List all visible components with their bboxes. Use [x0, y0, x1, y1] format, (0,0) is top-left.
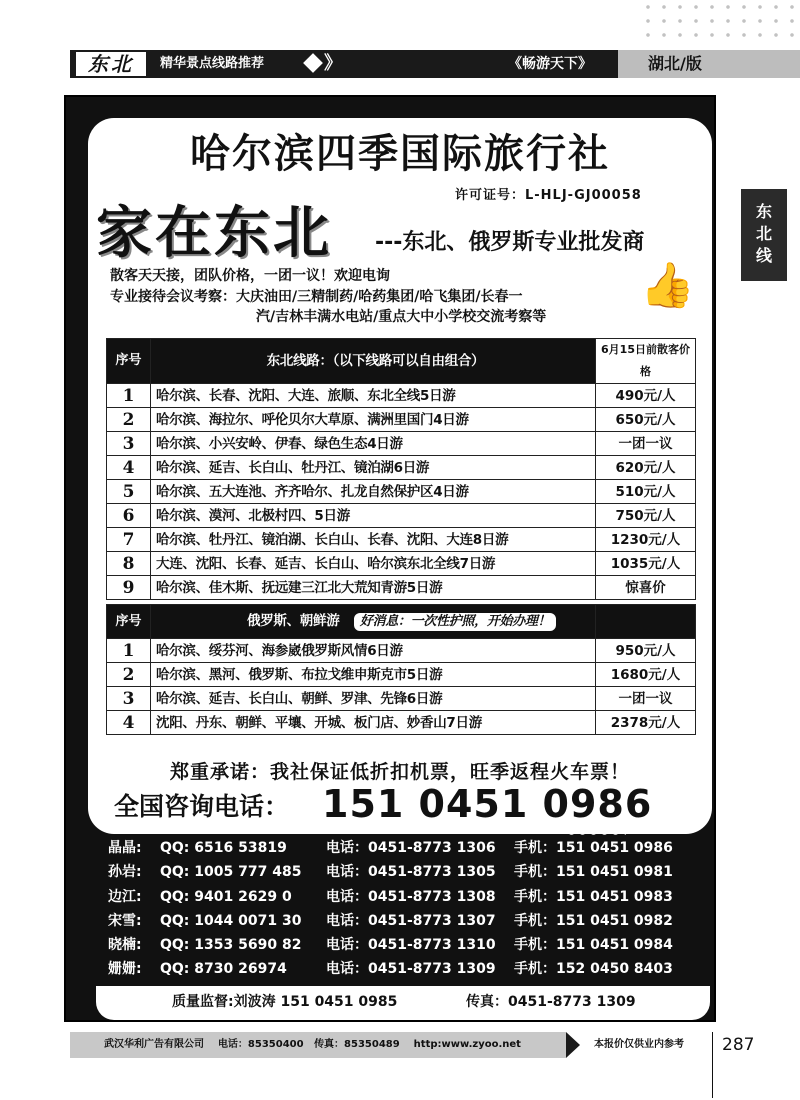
route-price: 510元/人: [596, 480, 696, 504]
route-price: 750元/人: [596, 504, 696, 528]
russia-korea-routes-table: [106, 604, 696, 735]
header-subtitle: 精华景点线路推荐: [160, 56, 265, 71]
route-number: 5: [107, 480, 151, 504]
quality-supervision: 质量监督:刘波涛 151 0451 0985: [172, 994, 398, 1010]
contact-row: [108, 957, 708, 981]
contact-name: 边江:: [108, 888, 142, 905]
chevron-right-icon: 》: [324, 53, 342, 74]
route-price: 2378元/人: [596, 711, 696, 735]
contact-row: [108, 933, 708, 957]
contact-qq: QQ: 1005 777 485: [160, 864, 302, 881]
table-row: [107, 408, 696, 432]
col-route: 东北线路：（以下线路可以自由组合）: [151, 339, 596, 384]
magazine-name: 《畅游天下》: [508, 56, 592, 72]
route-number: 8: [107, 552, 151, 576]
col-route: [151, 605, 596, 639]
intro-line-2: 专业接待会议考察：大庆油田/三精制药/哈药集团/哈飞集团/长春一: [110, 289, 523, 305]
route-description: 哈尔滨、延吉、长白山、牡丹江、镜泊湖6日游: [151, 456, 596, 480]
route-number: 2: [107, 408, 151, 432]
route-number: 1: [107, 384, 151, 408]
route-price: 950元/人: [596, 639, 696, 663]
route-description: 哈尔滨、黑河、俄罗斯、布拉戈维申斯克市5日游: [151, 663, 596, 687]
route-number: 4: [107, 456, 151, 480]
contact-mobile: 手机：151 0451 0986: [514, 840, 673, 856]
hotline-number: 151 0451 0986: [322, 782, 653, 826]
table-header: [107, 339, 696, 384]
route-price: 1680元/人: [596, 663, 696, 687]
route-price: 490元/人: [596, 384, 696, 408]
side-tab-label: 东北线: [755, 202, 772, 265]
contact-row: [108, 836, 708, 860]
route-number: 2: [107, 663, 151, 687]
table-body: [107, 384, 696, 600]
route-description: 哈尔滨、长春、沈阳、大连、旅顺、东北全线5日游: [151, 384, 596, 408]
col-route-label: 俄罗斯、朝鲜游: [247, 613, 340, 629]
route-description: 沈阳、丹东、朝鲜、平壤、开城、板门店、妙香山7日游: [151, 711, 596, 735]
col-price: [596, 605, 696, 639]
fax-number: 传真：0451-8773 1309: [466, 994, 636, 1010]
contact-row: [108, 885, 708, 909]
contact-tel: 电话：0451-8773 1306: [326, 840, 496, 856]
route-description: 哈尔滨、小兴安岭、伊春、绿色生态4日游: [151, 432, 596, 456]
route-number: 4: [107, 711, 151, 735]
route-price: 620元/人: [596, 456, 696, 480]
table-row: [107, 552, 696, 576]
route-description: 哈尔滨、牡丹江、镜泊湖、长白山、长春、沈阳、大连8日游: [151, 528, 596, 552]
side-tab: [741, 189, 787, 281]
route-number: 3: [107, 687, 151, 711]
table-row: [107, 687, 696, 711]
route-description: 哈尔滨、海拉尔、呼伦贝尔大草原、满洲里国门4日游: [151, 408, 596, 432]
contact-tel: 电话：0451-8773 1309: [326, 961, 496, 978]
promise-text: 郑重承诺：我社保证低折扣机票，旺季返程火车票！: [169, 761, 630, 783]
route-number: 6: [107, 504, 151, 528]
route-description: 哈尔滨、绥芬河、海参崴俄罗斯风情6日游: [151, 639, 596, 663]
route-number: 7: [107, 528, 151, 552]
route-number: 1: [107, 639, 151, 663]
footer-fax: 传真：85350489: [314, 1039, 400, 1050]
route-description: 哈尔滨、漠河、北极村四、5日游: [151, 504, 596, 528]
slogan: 家在东北: [96, 200, 332, 266]
contact-name: 晓楠:: [108, 937, 142, 954]
contact-row: [108, 860, 708, 884]
table-body: [107, 639, 696, 735]
contact-qq: QQ: 1353 5690 82: [160, 937, 302, 954]
contact-mobile: 手机：151 0451 0984: [514, 937, 673, 954]
table-row: [107, 576, 696, 600]
table-row: [107, 456, 696, 480]
route-number: 9: [107, 576, 151, 600]
footer-url: http:www.zyoo.net: [413, 1039, 521, 1050]
route-description: 哈尔滨、五大连池、齐齐哈尔、扎龙自然保护区4日游: [151, 480, 596, 504]
divider: [712, 1032, 713, 1098]
intro-line-1: 散客天天接，团队价格，一团一议！欢迎电询: [110, 268, 390, 284]
col-number: 序号: [107, 605, 151, 639]
contact-name: 宋雪:: [108, 912, 142, 929]
table-row: [107, 384, 696, 408]
contact-tel: 电话：0451-8773 1310: [326, 937, 496, 954]
contact-tel: 电话：0451-8773 1305: [326, 864, 496, 881]
route-number: 3: [107, 432, 151, 456]
table-row: [107, 639, 696, 663]
table-row: [107, 663, 696, 687]
route-description: 哈尔滨、佳木斯、抚远建三江北大荒知青游5日游: [151, 576, 596, 600]
route-description: 哈尔滨、延吉、长白山、朝鲜、罗津、先锋6日游: [151, 687, 596, 711]
contact-mobile: 手机：151 0451 0982: [514, 912, 673, 929]
table-row: [107, 504, 696, 528]
contact-name: 姗姗:: [108, 961, 142, 978]
thumbs-up-icon: 👍: [640, 260, 695, 311]
arrow-right-icon: [566, 1032, 580, 1058]
contact-qq: QQ: 6516 53819: [160, 840, 287, 856]
route-price: 一团一议: [596, 432, 696, 456]
slogan-subtitle: ---东北、俄罗斯专业批发商: [375, 230, 645, 255]
col-price: 6月15日前散客价格: [596, 339, 696, 384]
route-price: 1230元/人: [596, 528, 696, 552]
good-news-badge: 好消息：一次性护照，开始办理！: [352, 611, 559, 633]
route-price: 惊喜价: [596, 576, 696, 600]
route-price: 650元/人: [596, 408, 696, 432]
route-price: 1035元/人: [596, 552, 696, 576]
contact-qq: QQ: 1044 0071 30: [160, 912, 302, 929]
route-price: 一团一议: [596, 687, 696, 711]
contact-qq: QQ: 9401 2629 0: [160, 888, 292, 905]
decorative-dots: [566, 826, 626, 836]
table-row: [107, 432, 696, 456]
northeast-routes-table: [106, 338, 696, 600]
table-header: [107, 605, 696, 639]
table-row: [107, 711, 696, 735]
agency-name: 哈尔滨四季国际旅行社: [190, 131, 610, 177]
contact-tel: 电话：0451-8773 1308: [326, 888, 496, 905]
edition-label: 湖北/版: [618, 50, 800, 78]
footer-note: 本报价仅供业内参考: [566, 1032, 710, 1058]
table-row: [107, 528, 696, 552]
footer-company: 武汉华利广告有限公司: [104, 1039, 204, 1050]
license-number: 许可证号：L-HLJ-GJ00058: [455, 188, 642, 203]
route-description: 大连、沈阳、长春、延吉、长白山、哈尔滨东北全线7日游: [151, 552, 596, 576]
contact-name: 孙岩:: [108, 864, 142, 881]
hotline-label: 全国咨询电话：: [114, 792, 290, 821]
contact-row: [108, 909, 708, 933]
footer-tel: 电话：85350400: [217, 1039, 304, 1050]
contact-qq: QQ: 8730 26974: [160, 961, 287, 978]
footer-info: [104, 1036, 521, 1054]
contact-name: 晶晶:: [108, 840, 142, 856]
decorative-dots: [640, 0, 800, 44]
contact-mobile: 手机：152 0450 8403: [514, 961, 673, 978]
contact-tel: 电话：0451-8773 1307: [326, 912, 496, 929]
header-brand: 东北: [76, 52, 146, 76]
col-number: 序号: [107, 339, 151, 384]
table-row: [107, 480, 696, 504]
contact-mobile: 手机：151 0451 0981: [514, 864, 673, 881]
page-number: 287: [722, 1035, 755, 1055]
contact-list: [108, 836, 708, 982]
intro-line-3: 汽/吉林丰满水电站/重点大中小学校交流考察等: [256, 309, 547, 325]
contact-mobile: 手机：151 0451 0983: [514, 888, 673, 905]
